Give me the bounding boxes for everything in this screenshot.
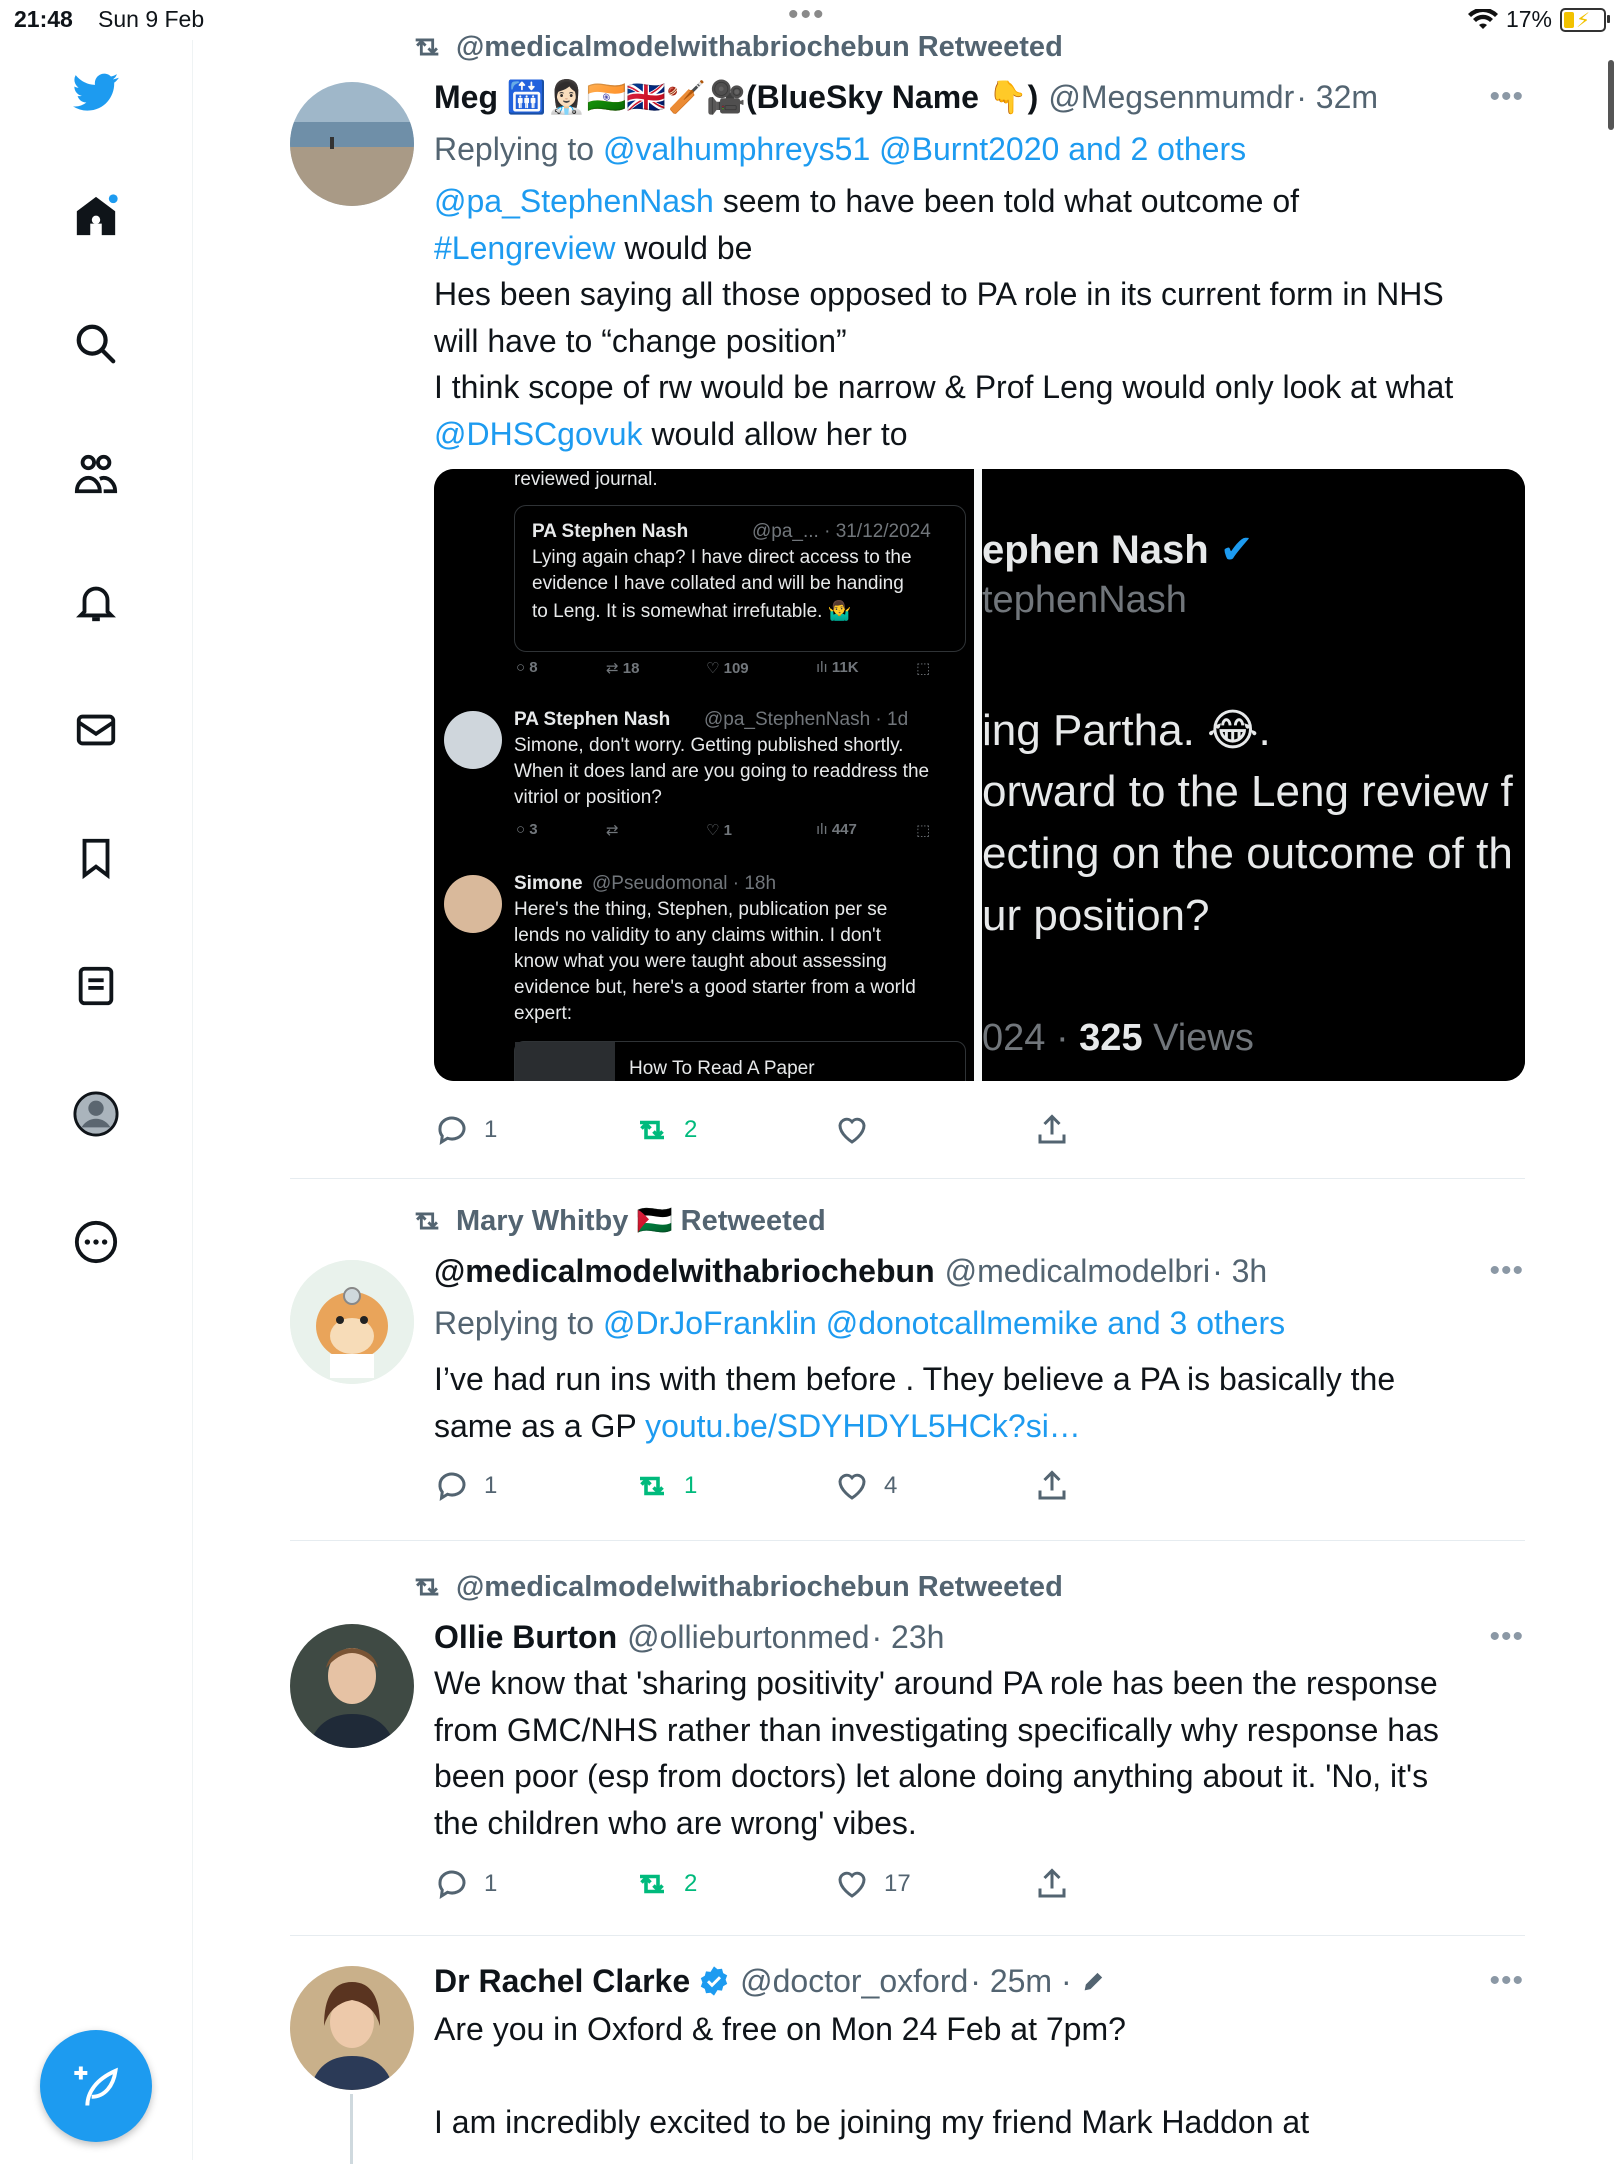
compose-feather-icon — [70, 2060, 122, 2112]
reply-avatar-stephen — [444, 711, 502, 769]
retweet-icon — [410, 30, 444, 64]
tweet-body: Are you in Oxford & free on Mon 24 Feb at 7pm? I am incredibly excited to be joining my friend Mark Haddon at — [434, 2011, 1310, 2140]
reply-button[interactable]: 1 — [434, 1468, 497, 1504]
heart-icon — [834, 1866, 870, 1902]
user-handle[interactable]: @medicalmodelbri — [944, 1252, 1211, 1289]
share-icon — [1034, 1112, 1070, 1148]
tweet-more-icon[interactable]: ••• — [1489, 80, 1524, 113]
tweet-time: · 32m — [1296, 78, 1379, 115]
tweet-body: @pa_StephenNash seem to have been told what outcome of #Lengreview would be Hes been saying all those opposed to PA role in its current form in NHS will have to “change position” I think scope of rw would be narrow & Prof Leng would only look at what @DHSCgovuk would allow her to — [434, 183, 1454, 452]
tweet-more-icon[interactable]: ••• — [1489, 1254, 1524, 1287]
user-handle[interactable]: @Megsenmumdr — [1048, 78, 1295, 115]
reply-icon — [434, 1866, 470, 1902]
tweet-header — [434, 1958, 1524, 2004]
edited-pencil-icon — [1080, 1967, 1108, 1995]
avatar-beach[interactable] — [290, 82, 414, 206]
tweet-media[interactable] — [434, 469, 1525, 1081]
reply-button[interactable]: 1 — [434, 1112, 497, 1148]
bookmarks-icon[interactable] — [70, 832, 122, 884]
home-icon[interactable] — [70, 190, 122, 242]
share-icon — [1034, 1468, 1070, 1504]
like-button[interactable]: 17 — [834, 1866, 911, 1902]
like-button[interactable]: 4 — [834, 1468, 897, 1504]
verified-badge-icon — [698, 1965, 730, 1997]
tweet-actions — [434, 1112, 1134, 1152]
tweet-more-icon[interactable]: ••• — [1489, 1620, 1524, 1653]
avatar-ollie[interactable] — [290, 1624, 414, 1748]
lists-icon[interactable] — [70, 960, 122, 1012]
tweet-time: · 23h — [871, 1618, 945, 1655]
profile-avatar-icon[interactable] — [70, 1088, 122, 1140]
link-card: How To Read A Paper — [514, 1041, 966, 1081]
tweet-divider — [290, 1178, 1525, 1179]
messages-envelope-icon[interactable] — [70, 704, 122, 756]
share-button[interactable] — [1034, 1468, 1070, 1504]
user-handle[interactable]: @doctor_oxford — [740, 1962, 969, 1999]
retweet-icon — [410, 1570, 444, 1604]
media-image-right[interactable]: ephen Nash ✔ tephenNash ing Partha. 😂. orward to the Leng review f ecting on the outcome of th ur position? 024 · 325 Views — [982, 469, 1525, 1081]
retweeted-by: @medicalmodelwithabriochebun Retweeted — [410, 1570, 1063, 1604]
share-button[interactable] — [1034, 1866, 1070, 1902]
tweet-time: · 25m · — [970, 1962, 1072, 1999]
thread-connector-line — [350, 2094, 353, 2164]
more-options-icon[interactable] — [70, 1216, 122, 1268]
hashtag-link[interactable]: #Lengreview — [434, 229, 616, 266]
reply-icon — [434, 1468, 470, 1504]
youtube-link[interactable]: youtu.be/SDYHDYL5HCk?si… — [645, 1407, 1081, 1444]
retweet-button[interactable]: 2 — [634, 1112, 697, 1148]
tweet-header — [434, 1248, 1524, 1294]
user-handle[interactable]: @ollieburtonmed — [627, 1618, 870, 1655]
mention-link[interactable]: @pa_StephenNash — [434, 183, 714, 219]
status-time: 21:48 — [14, 6, 73, 32]
heart-icon — [834, 1112, 870, 1148]
reply-button[interactable]: 1 — [434, 1866, 497, 1902]
share-button[interactable] — [1034, 1112, 1070, 1148]
tweet-more-icon[interactable]: ••• — [1489, 1964, 1524, 1997]
reply-icon — [434, 1112, 470, 1148]
heart-icon — [834, 1468, 870, 1504]
replying-to-links[interactable]: @DrJoFranklin @donotcallmemike and 3 others — [602, 1304, 1286, 1341]
battery-percent: 17% — [1505, 6, 1552, 32]
retweeted-by: Mary Whitby 🇵🇸 Retweeted — [410, 1204, 826, 1238]
tweet-rachel-clarke[interactable] — [290, 1962, 1525, 2160]
multitasking-dots-icon[interactable]: ••• — [788, 0, 826, 31]
replying-to: Replying to @DrJoFranklin @donotcallmemike and 3 others — [434, 1304, 1286, 1341]
reply-avatar-simone — [444, 875, 502, 933]
retweet-button[interactable]: 2 — [634, 1866, 697, 1902]
avatar-hamster-doctor[interactable] — [290, 1260, 414, 1384]
retweet-icon — [410, 1204, 444, 1238]
mention-link[interactable]: @DHSCgovuk — [434, 415, 643, 452]
tweet-header — [434, 74, 1524, 120]
compose-tweet-button[interactable] — [40, 2030, 152, 2142]
retweet-icon — [634, 1112, 670, 1148]
screenshot-name: ephen Nash ✔ — [982, 528, 1254, 572]
retweeted-by: @medicalmodelwithabriochebun Retweeted — [410, 30, 1063, 64]
tweet-header — [434, 1614, 1524, 1660]
retweet-icon — [634, 1468, 670, 1504]
retweet-icon — [634, 1866, 670, 1902]
tweet-actions — [434, 1866, 1134, 1906]
display-name[interactable]: Ollie Burton — [434, 1618, 618, 1655]
notifications-bell-icon[interactable] — [70, 576, 122, 628]
tweet-meg[interactable] — [290, 30, 1525, 1180]
tweet-body: I’ve had run ins with them before . They believe a PA is basically the same as a GP youtu.be/SDYHDYL5HCk?si… — [434, 1361, 1396, 1444]
tweet-medicalmodel[interactable] — [290, 1204, 1525, 1534]
tweet-body: We know that 'sharing positivity' around PA role has been the response from GMC/NHS rather than investigating specifically why response has been poor (esp from doctors) let alone doing anything about it. 'No, it's the children who are wrong' vibes. — [434, 1665, 1439, 1841]
tweet-time: · 3h — [1212, 1252, 1268, 1289]
tweet-ollie-burton[interactable] — [290, 1570, 1525, 1930]
share-icon — [1034, 1866, 1070, 1902]
media-image-left[interactable]: reviewed journal. PA Stephen Nash @pa_... · 31/12/2024 Lying again chap? I have direct access to the evidence I have collated and will be handing to Leng. It is somewhat irrefutable. 🤷‍♂️ ○ 8 ⇄ 18 ♡ 109 ılı 11K ⬚ PA Stephen Nash @pa_StephenNash · 1d Simone, don't worry. Getting published shortly. When it does land are you going to readdress the vitriol or position? ○ 3 ⇄ ♡ 1 ılı 447 ⬚ Simone @Pseudomonal · 18h Here's the thing, Stephen, publication per se lends no validity to any claims within. I don't know what you were taught about assessing evidence but, here's a good starter from a world expert: How To Read A Paper — [434, 469, 974, 1081]
like-button[interactable] — [834, 1112, 884, 1148]
screenshot-views: 024 · 325 Views — [982, 1017, 1254, 1059]
display-name[interactable]: Meg 🛗👩🏻‍⚕️🇮🇳🇬🇧🏏🎥(BlueSky Name 👇) — [434, 79, 1039, 115]
avatar-rachel[interactable] — [290, 1966, 414, 2090]
display-name[interactable]: @medicalmodelwithabriochebun — [434, 1252, 935, 1289]
twitter-logo-icon[interactable] — [70, 66, 122, 118]
tweet-divider — [290, 1540, 1525, 1541]
display-name[interactable]: Dr Rachel Clarke — [434, 1962, 691, 1999]
sidebar-nav — [0, 40, 193, 2160]
scrollbar[interactable] — [1608, 60, 1614, 130]
tweet-divider — [290, 1935, 1525, 1936]
wifi-icon — [1468, 9, 1498, 31]
retweet-button[interactable]: 1 — [634, 1468, 697, 1504]
media-separator — [974, 469, 982, 1081]
communities-icon[interactable] — [70, 448, 122, 500]
battery-icon: ⚡ — [1560, 8, 1606, 32]
tweet-actions — [434, 1468, 1134, 1508]
replying-to-links[interactable]: @valhumphreys51 @Burnt2020 and 2 others — [602, 130, 1247, 167]
search-icon[interactable] — [70, 318, 122, 370]
replying-to: Replying to @valhumphreys51 @Burnt2020 and 2 others — [434, 130, 1247, 167]
status-date: Sun 9 Feb — [98, 6, 205, 32]
